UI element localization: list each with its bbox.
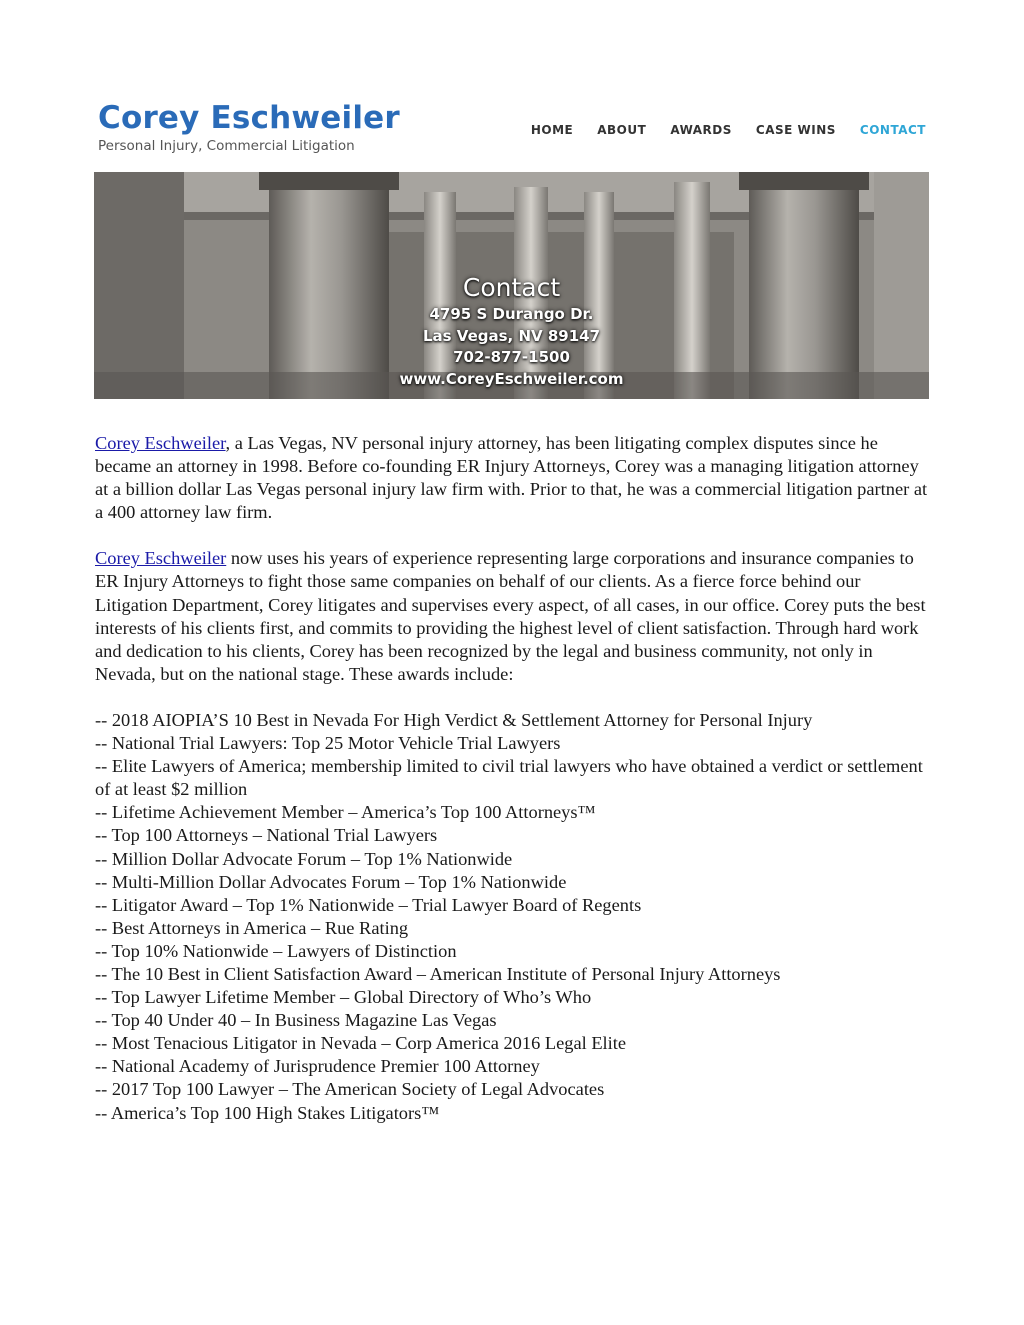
logo-tagline: Personal Injury, Commercial Litigation: [98, 138, 355, 154]
nav-awards[interactable]: AWARDS: [670, 123, 732, 137]
award-item: -- 2018 AIOPIA’S 10 Best in Nevada For High Verdict & Settlement Attorney for Personal Injury: [95, 709, 813, 730]
hero-banner: [94, 172, 929, 399]
logo[interactable]: [98, 100, 400, 154]
hero-website: www.CoreyEschweiler.com: [399, 369, 624, 388]
award-item: -- National Trial Lawyers: Top 25 Motor Vehicle Trial Lawyers: [95, 733, 561, 754]
hero-address-line1: 4795 S Durango Dr.: [429, 305, 594, 323]
award-item: -- Litigator Award – Top 1% Nationwide – Trial Lawyer Board of Regents: [95, 894, 642, 915]
award-item: -- Million Dollar Advocate Forum – Top 1% Nationwide: [95, 848, 513, 869]
experience-paragraph: [95, 547, 930, 686]
award-item: -- Top 10% Nationwide – Lawyers of Distinction: [95, 940, 457, 961]
award-item: -- National Academy of Jurisprudence Premier 100 Attorney: [95, 1056, 540, 1077]
hero-phone: 702-877-1500: [453, 348, 570, 366]
site-header: [0, 0, 1024, 170]
award-item: -- Most Tenacious Litigator in Nevada – Corp America 2016 Legal Elite: [95, 1033, 627, 1054]
nav-about[interactable]: ABOUT: [597, 123, 647, 137]
main-nav: [531, 123, 926, 137]
attorney-name-link-2[interactable]: Corey Eschweiler: [95, 548, 227, 569]
nav-home[interactable]: HOME: [530, 123, 574, 137]
award-item: -- Multi-Million Dollar Advocates Forum – Top 1% Nationwide: [95, 871, 567, 892]
award-item: -- Elite Lawyers of America; membership limited to civil trial lawyers who have obtained a verdict or settlement of at least $2 million: [95, 756, 923, 800]
logo-name[interactable]: Corey Eschweiler: [98, 100, 400, 136]
experience-text: now uses his years of experience representing large corporations and insurance companies to ER Injury Attorneys to fight those same companies on behalf of our clients. As a fierce force behind our Litigation Department, Corey litigates and supervises every aspect, of all cases, in our office. Corey puts the best interests of his clients first, and commits to providing the highest level of client satisfaction. Through hard work and dedication to his clients, Corey has been recognized by the legal and business community, not only in Nevada, but on the national stage. These awards include:: [95, 548, 926, 684]
award-item: -- Top 100 Attorneys – National Trial Lawyers: [95, 825, 438, 846]
intro-paragraph: [95, 432, 930, 524]
award-item: -- The 10 Best in Client Satisfaction Award – American Institute of Personal Injury Attorneys: [95, 963, 781, 984]
award-item: -- Best Attorneys in America – Rue Rating: [95, 917, 409, 938]
award-item: -- Lifetime Achievement Member – America’s Top 100 Attorneys™: [95, 802, 596, 823]
award-item: -- Top 40 Under 40 – In Business Magazine Las Vegas: [95, 1010, 497, 1031]
hero-address-line2: Las Vegas, NV 89147: [422, 326, 601, 345]
hero-title: Contact: [462, 273, 561, 302]
award-item: -- Top Lawyer Lifetime Member – Global Directory of Who’s Who: [95, 987, 592, 1008]
attorney-name-link[interactable]: Corey Eschweiler: [95, 433, 226, 453]
main-content: [95, 432, 930, 1125]
awards-list: [95, 709, 930, 1125]
award-item: -- 2017 Top 100 Lawyer – The American Society of Legal Advocates: [95, 1079, 605, 1100]
intro-text: , a Las Vegas, NV personal injury attorney, has been litigating complex disputes since he became an attorney in 1998. Before co-founding ER Injury Attorneys, Corey was a managing litigation attorney at a billion dollar Las Vegas personal injury law firm with. Prior to that, he was a commercial litigation partner at a 400 attorney law firm.: [95, 433, 928, 523]
award-item: -- America’s Top 100 High Stakes Litigators™: [95, 1102, 440, 1123]
hero-contact-info: [94, 272, 929, 390]
nav-contact[interactable]: CONTACT: [859, 123, 926, 137]
nav-case-wins[interactable]: CASE WINS: [755, 123, 836, 137]
